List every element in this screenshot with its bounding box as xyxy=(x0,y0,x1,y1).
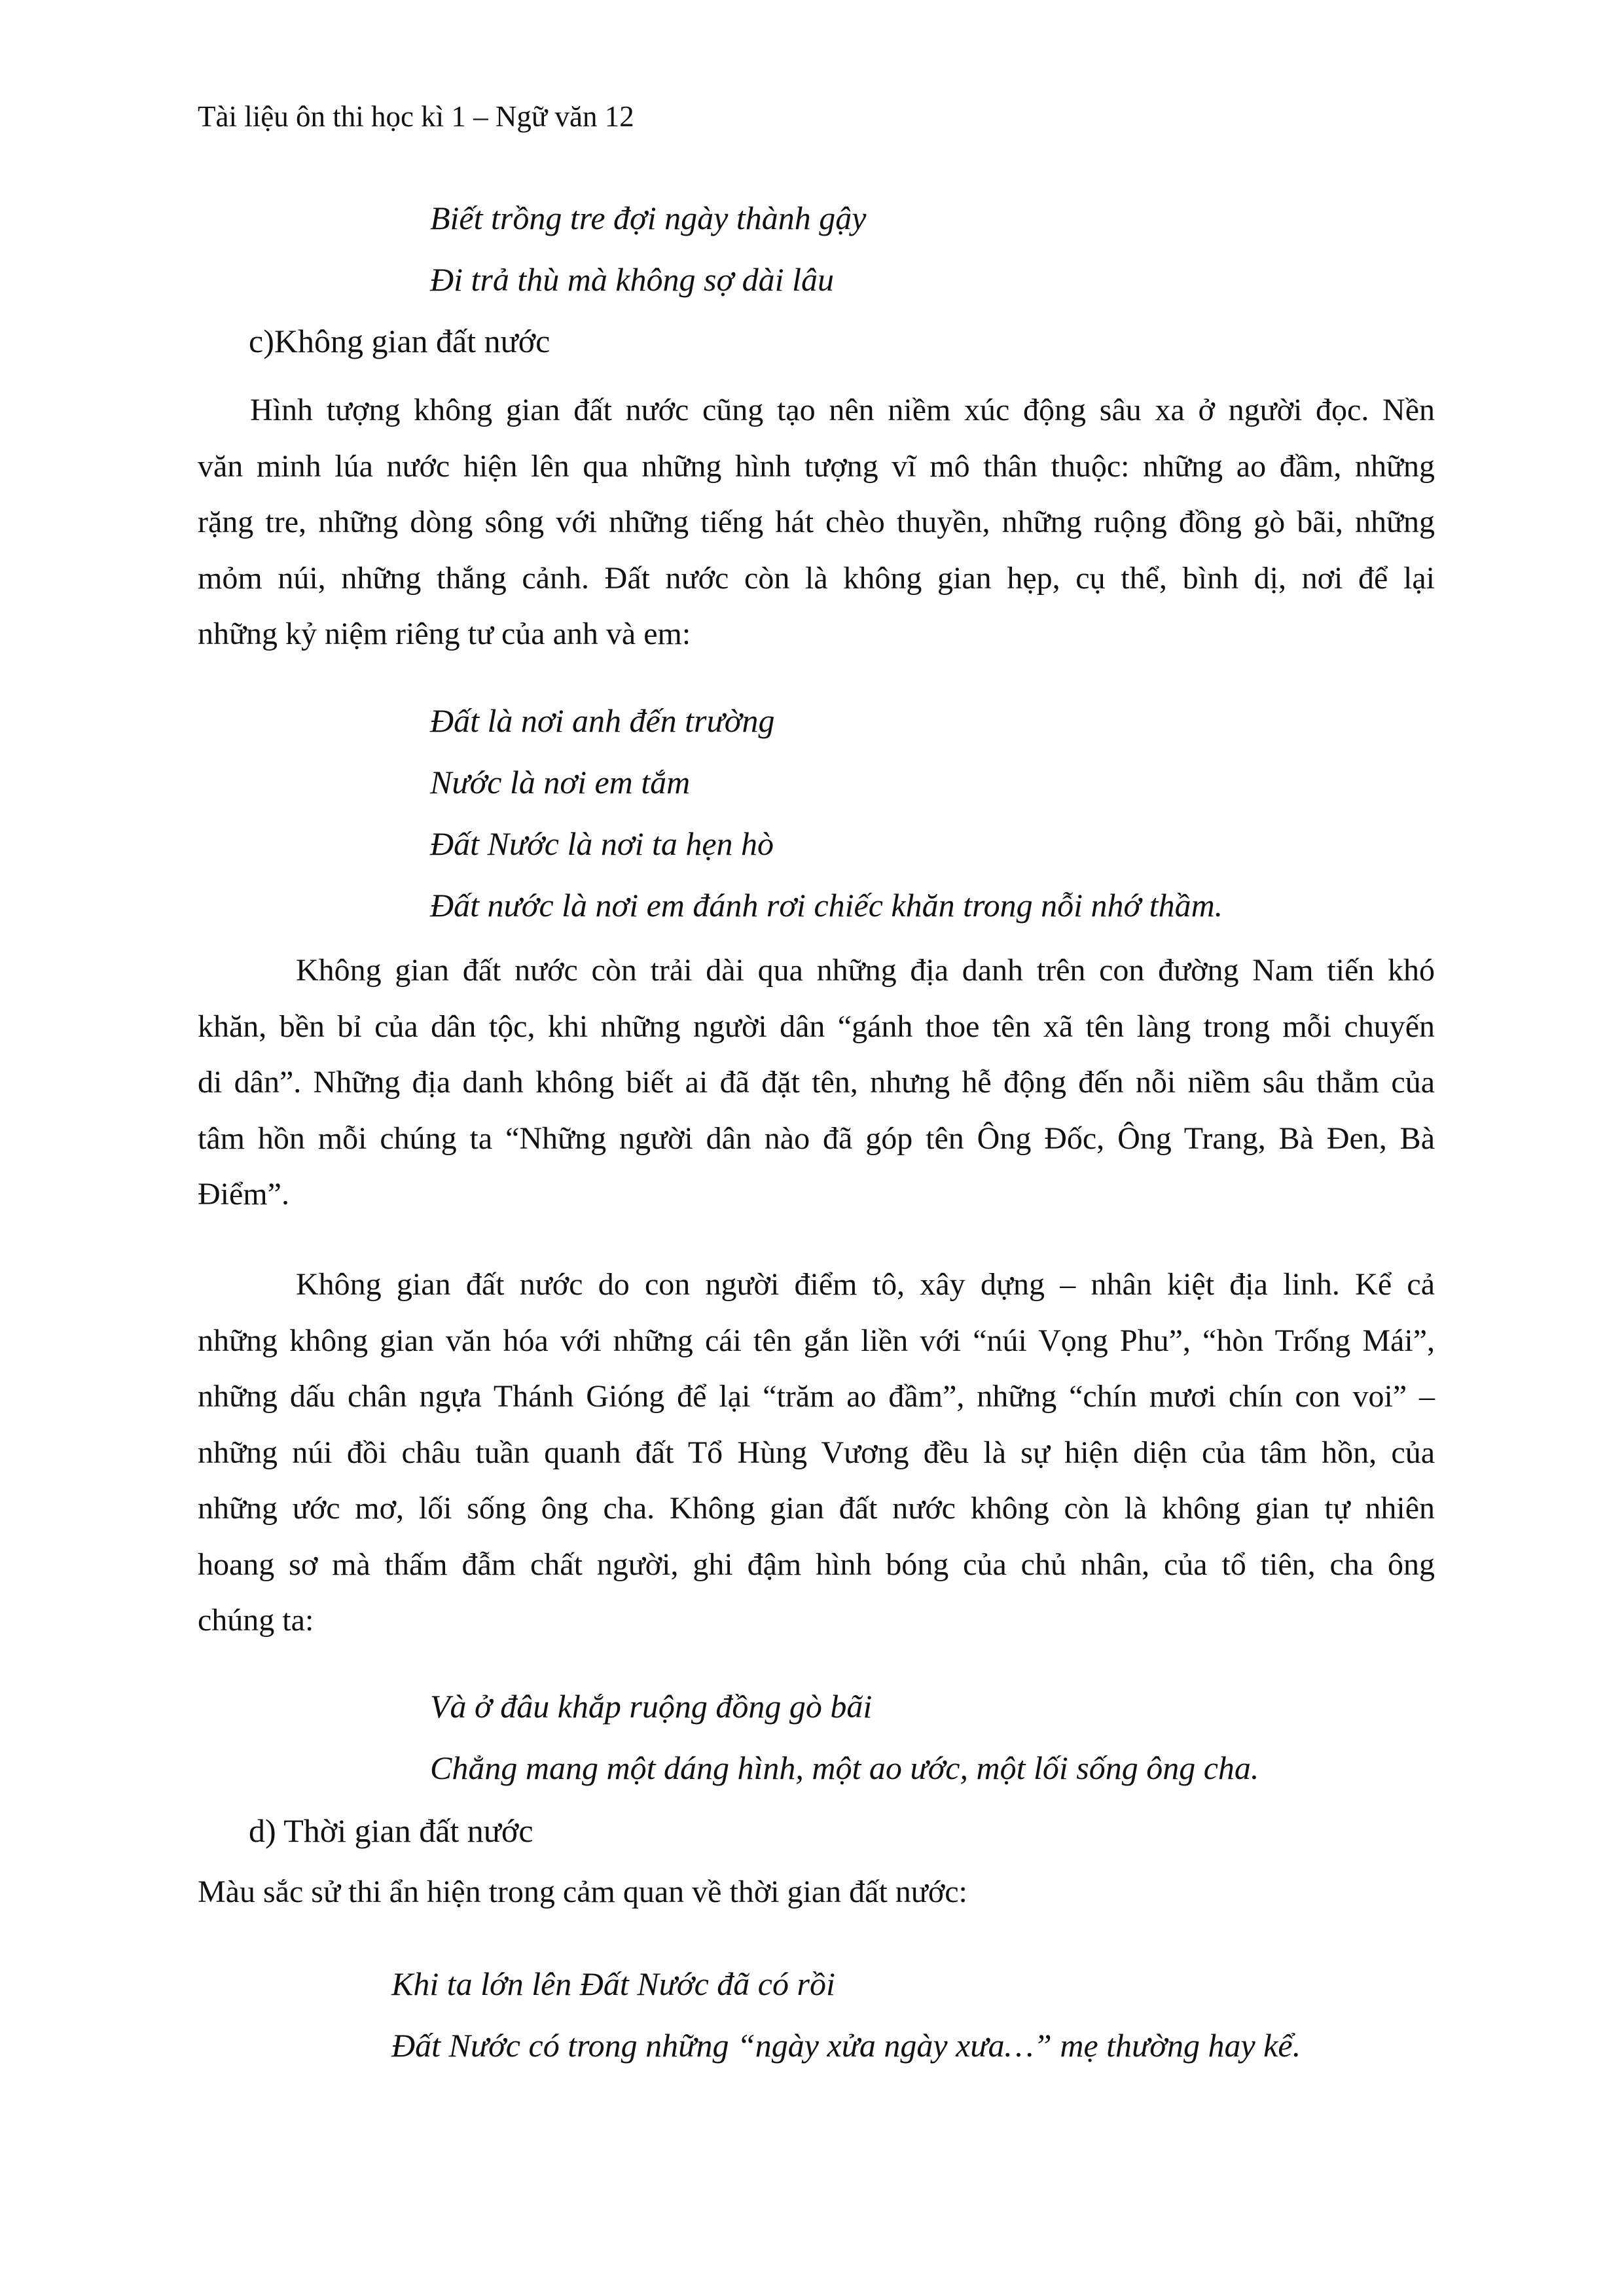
paragraph-line: những kỷ niệm riêng tư của anh và em: xyxy=(198,617,691,651)
paragraph-line: chúng ta: xyxy=(198,1603,314,1638)
section-d-intro: Màu sắc sử thi ẩn hiện trong cảm quan về thời gian đất nước: xyxy=(198,1874,967,1909)
verse-block-2 xyxy=(430,690,1223,936)
paragraph-1 xyxy=(198,382,1435,662)
paragraph-line: tâm hồn mỗi chúng ta “Những người dân nào đã góp tên Ông Đốc, Ông Trang, Bà Đen, Bà xyxy=(198,1121,1435,1156)
paragraph-line: những dấu chân ngựa Thánh Gióng để lại “trăm ao đầm”, những “chín mươi chín con voi” – xyxy=(198,1379,1435,1414)
verse-line: Nước là nơi em tắm xyxy=(430,764,691,800)
paragraph-line: Điểm”. xyxy=(198,1177,289,1211)
verse-line: Đất Nước là nơi ta hẹn hò xyxy=(430,825,774,862)
verse-line: Đất là nơi anh đến trường xyxy=(430,702,775,739)
paragraph-line: Không gian đất nước do con người điểm tô, xây dựng – nhân kiệt địa linh. Kể cả xyxy=(296,1267,1435,1302)
paragraph-line: Không gian đất nước còn trải dài qua những địa danh trên con đường Nam tiến khó xyxy=(296,953,1435,988)
verse-block-1 xyxy=(430,187,866,310)
paragraph-line: rặng tre, những dòng sông với những tiếng hát chèo thuyền, những ruộng đồng gò bãi, những xyxy=(198,505,1435,539)
verse-line: Đi trả thù mà không sợ dài lâu xyxy=(430,261,834,298)
verse-line: Đất nước là nơi em đánh rơi chiếc khăn trong nỗi nhớ thầm. xyxy=(430,887,1223,924)
verse-block-3 xyxy=(430,1676,1259,1799)
verse-line: Biết trồng tre đợi ngày thành gậy xyxy=(430,200,867,236)
section-heading-c: c)Không gian đất nước xyxy=(249,323,550,359)
paragraph-2 xyxy=(198,942,1435,1223)
paragraph-line: di dân”. Những địa danh không biết ai đã đặt tên, nhưng hễ động đến nỗi niềm sâu thẳm của xyxy=(198,1065,1435,1100)
verse-line: Đất Nước có trong những “ngày xửa ngày xưa…” mẹ thường hay kể. xyxy=(391,2027,1301,2064)
verse-line: Và ở đâu khắp ruộng đồng gò bãi xyxy=(430,1688,873,1725)
page-header: Tài liệu ôn thi học kì 1 – Ngữ văn 12 xyxy=(198,100,634,133)
paragraph-line: hoang sơ mà thấm đẫm chất người, ghi đậm hình bóng của chủ nhân, của tổ tiên, cha ông xyxy=(198,1547,1435,1582)
paragraph-line: những không gian văn hóa với những cái tên gắn liền với “núi Vọng Phu”, “hòn Trống Mái”, xyxy=(198,1323,1435,1358)
paragraph-3 xyxy=(198,1257,1435,1649)
verse-block-4 xyxy=(391,1953,1301,2076)
paragraph-line: khăn, bền bỉ của dân tộc, khi những người dân “gánh thoe tên xã tên làng trong mỗi chuyến xyxy=(198,1009,1435,1044)
paragraph-line: mỏm núi, những thắng cảnh. Đất nước còn là không gian hẹp, cụ thể, bình dị, nơi để lại xyxy=(198,560,1435,596)
paragraph-line: những núi đồi châu tuần quanh đất Tổ Hùng Vương đều là sự hiện diện của tâm hồn, của xyxy=(198,1435,1435,1470)
verse-line: Chẳng mang một dáng hình, một ao ước, một lối sống ông cha. xyxy=(430,1749,1259,1786)
section-heading-d: d) Thời gian đất nước xyxy=(249,1812,533,1849)
paragraph-line: văn minh lúa nước hiện lên qua những hình tượng vĩ mô thân thuộc: những ao đầm, những xyxy=(198,448,1435,484)
paragraph-line: Hình tượng không gian đất nước cũng tạo nên niềm xúc động sâu xa ở người đọc. Nền xyxy=(250,393,1435,427)
verse-line: Khi ta lớn lên Đất Nước đã có rồi xyxy=(391,1965,835,2002)
paragraph-line: những ước mơ, lối sống ông cha. Không gian đất nước không còn là không gian tự nhiên xyxy=(198,1491,1435,1526)
